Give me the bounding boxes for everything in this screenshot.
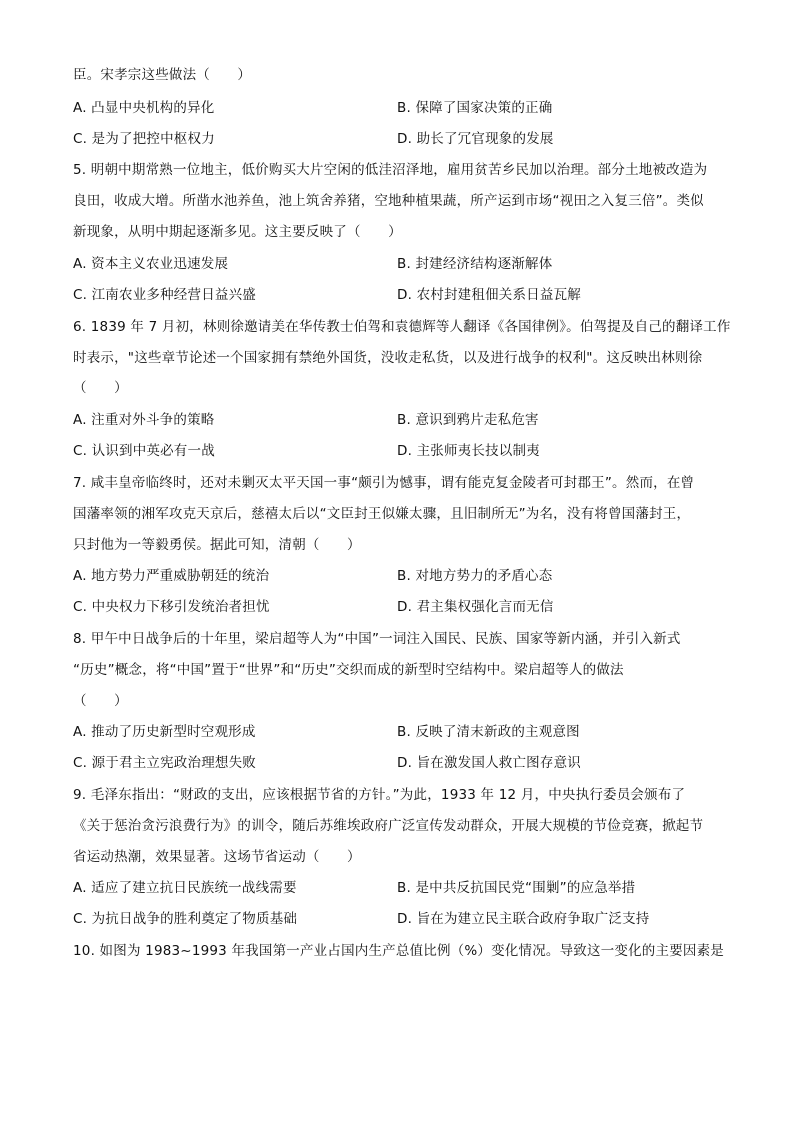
q7-stem-line-1: 7. 咸丰皇帝临终时，还对未剿灭太平天国一事“颇引为憾事，谓有能克复金陵者可封郡王”。然而，在曾 [73,475,695,491]
q9-stem-line-3: 省运动热潮，效果显著。这场节省运动（ ） [73,849,361,865]
q5-option-b[interactable]: B. 封建经济结构逐渐解体 [397,256,553,272]
q6-stem-line-1: 6. 1839 年 7 月初，林则徐邀请美在华传教士伯驾和袁德辉等人翻译《各国律例》。伯驾提及自己的翻译工作 [73,319,731,335]
q8-stem-line-1: 8. 甲午中日战争后的十年里，梁启超等人为“中国”一词注入国民、民族、国家等新内涵，并引入新式 [73,631,681,647]
q9-option-c[interactable]: C. 为抗日战争的胜利奠定了物质基础 [73,911,298,927]
q4-stem-tail: 臣。宋孝宗这些做法（ ） [73,67,252,83]
q5-option-a[interactable]: A. 资本主义农业迅速发展 [73,256,229,272]
q7-option-d[interactable]: D. 君主集权强化言而无信 [397,599,554,615]
q4-option-c[interactable]: C. 是为了把控中枢权力 [73,131,215,147]
q10-stem-line-1: 10. 如图为 1983~1993 年我国第一产业占国内生产总值比例（%）变化情况。导致这一变化的主要因素是 [73,943,724,959]
q6-stem-line-2: 时表示，"这些章节论述一个国家拥有禁绝外国货，没收走私货，以及进行战争的权利"。这反映出林则徐 [73,350,703,366]
q9-option-b[interactable]: B. 是中共反抗国民党“围剿”的应急举措 [397,880,636,896]
q6-option-a[interactable]: A. 注重对外斗争的策略 [73,412,215,428]
q7-stem-line-3: 只封他为一等毅勇侯。据此可知，清朝（ ） [73,537,361,553]
q4-option-a[interactable]: A. 凸显中央机构的异化 [73,100,215,116]
q9-stem-line-2: 《关于惩治贪污浪费行为》的训令，随后苏维埃政府广泛宣传发动群众，开展大规模的节俭竞赛，掀起节 [73,818,704,834]
q9-stem-line-1: 9. 毛泽东指出：“财政的支出，应该根据节省的方针。”为此，1933 年 12 月，中央执行委员会颁布了 [73,787,686,803]
q6-option-b[interactable]: B. 意识到鸦片走私危害 [397,412,539,428]
q5-stem-line-3: 新现象，从明中期起逐渐多见。这主要反映了（ ） [73,224,402,240]
q7-stem-line-2: 国藩率领的湘军攻克天京后，慈禧太后以“文臣封王似嫌太骤，且旧制所无”为名，没有将曾国藩封王， [73,506,691,522]
q4-option-b[interactable]: B. 保障了国家决策的正确 [397,100,553,116]
q8-option-b[interactable]: B. 反映了清末新政的主观意图 [397,724,580,740]
q5-option-c[interactable]: C. 江南农业多种经营日益兴盛 [73,287,257,303]
q5-stem-line-2: 良田，收成大增。所凿水池养鱼，池上筑舍养猪，空地种植果蔬，所产运到市场“视田之入复三倍”。类似 [73,193,704,209]
q4-option-d[interactable]: D. 助长了冗官现象的发展 [397,131,554,147]
q5-option-d[interactable]: D. 农村封建租佃关系日益瓦解 [397,287,581,303]
q7-option-c[interactable]: C. 中央权力下移引发统治者担忧 [73,599,270,615]
q8-stem-line-3: （ ） [73,693,128,709]
q8-option-d[interactable]: D. 旨在激发国人救亡图存意识 [397,755,581,771]
q8-stem-line-2: “历史”概念，将“中国”置于“世界”和“历史”交织而成的新型时空结构中。梁启超等人的做法 [73,662,624,678]
q7-option-a[interactable]: A. 地方势力严重威胁朝廷的统治 [73,568,270,584]
q6-stem-line-3: （ ） [73,380,128,396]
q6-option-c[interactable]: C. 认识到中英必有一战 [73,443,215,459]
q6-option-d[interactable]: D. 主张师夷长技以制夷 [397,443,540,459]
q7-option-b[interactable]: B. 对地方势力的矛盾心态 [397,568,553,584]
q8-option-c[interactable]: C. 源于君主立宪政治理想失败 [73,755,257,771]
q9-option-d[interactable]: D. 旨在为建立民主联合政府争取广泛支持 [397,911,650,927]
q8-option-a[interactable]: A. 推动了历史新型时空观形成 [73,724,256,740]
q5-stem-line-1: 5. 明朝中期常熟一位地主，低价购买大片空闲的低洼沼泽地，雇用贫苦乡民加以治理。部分土地被改造为 [73,162,708,178]
q9-option-a[interactable]: A. 适应了建立抗日民族统一战线需要 [73,880,297,896]
